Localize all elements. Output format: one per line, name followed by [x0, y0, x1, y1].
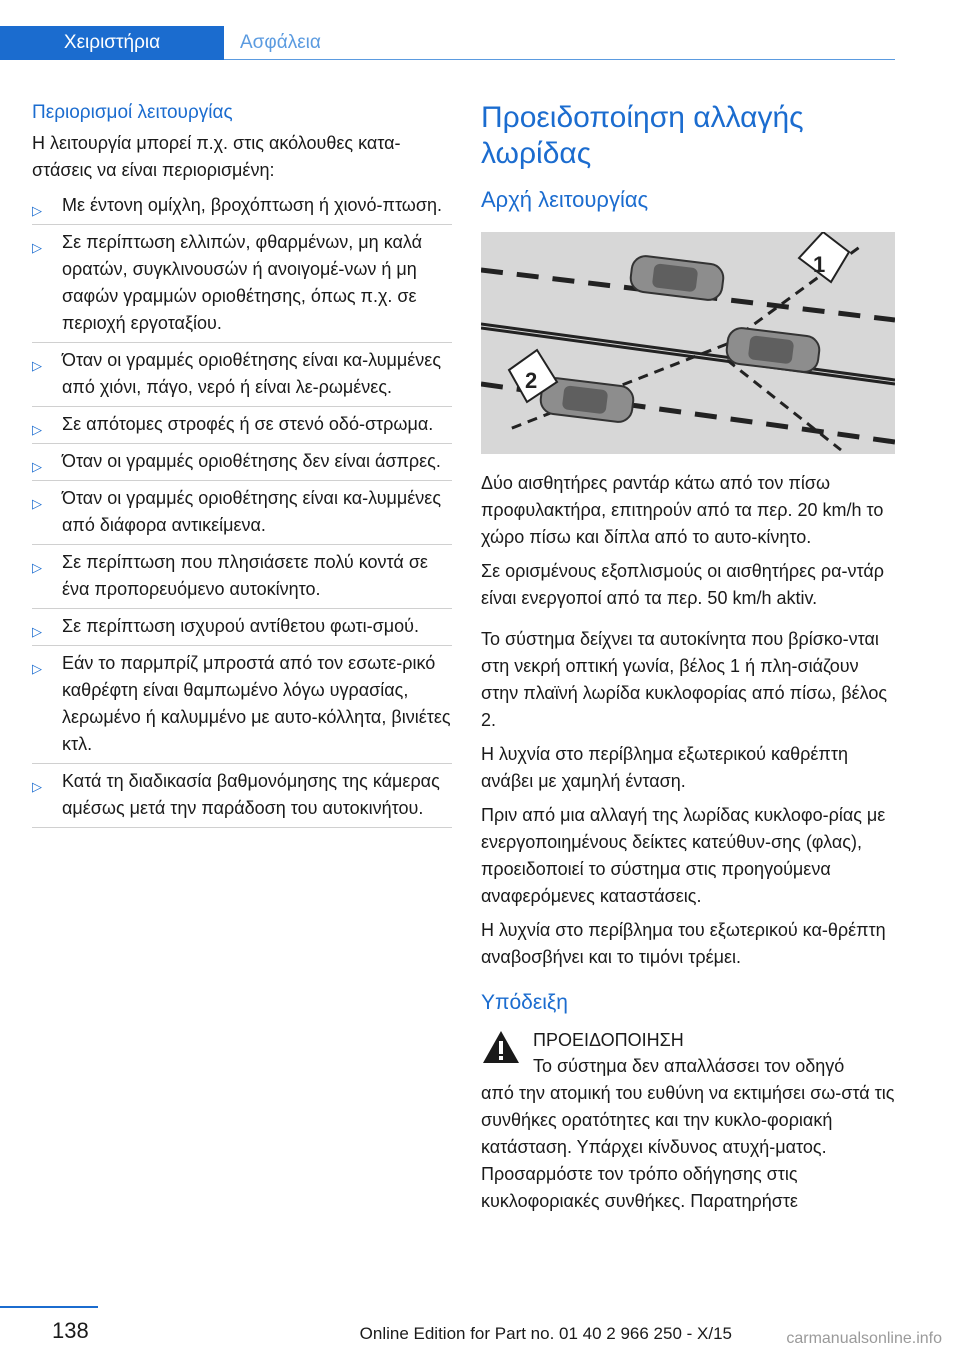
note-heading: Υπόδειξη [481, 991, 568, 1014]
svg-text:2: 2 [525, 368, 538, 393]
paragraph: Δύο αισθητήρες ραντάρ κάτω από τον πίσω προφυλακτήρα, επιτηρούν από τα περ. 20 km/h το χώρο πίσω και δίπλα από το αυτο-κίνητο. [481, 473, 884, 547]
section-subtitle: Αρχή λειτουργίας [481, 187, 649, 212]
triangle-right-icon: ▷ [32, 624, 42, 639]
limits-list [32, 192, 452, 832]
tab-bar [0, 0, 895, 60]
limits-heading: Περιορισμοί λειτουργίας [32, 102, 233, 123]
tab-controls[interactable]: Χειριστήρια [0, 26, 224, 60]
warning-box [481, 1027, 899, 1215]
triangle-right-icon: ▷ [32, 779, 42, 794]
list-item: ▷ Κατά τη διαδικασία βαθμονόμησης της κάμερας αμέσως μετά την παράδοση του αυτοκινήτου. [32, 768, 452, 832]
triangle-right-icon: ▷ [32, 459, 42, 474]
warning-title: ΠΡΟΕΙΔΟΠΟΙΗΣΗ [533, 1030, 684, 1050]
triangle-right-icon: ▷ [32, 560, 42, 575]
paragraph: Σε ορισμένους εξοπλισμούς οι αισθητήρες ρα-ντάρ είναι ενεργοποί από τα περ. 50 km/h aktiv. [481, 561, 884, 608]
svg-text:1: 1 [813, 252, 826, 277]
limits-intro: Η λειτουργία μπορεί π.χ. στις ακόλουθες κατα-στάσεις να είναι περιορισμένη: [32, 133, 401, 180]
triangle-right-icon: ▷ [32, 496, 42, 511]
paragraph: Η λυχνία στο περίβλημα εξωτερικού καθρέπτη ανάβει με χαμηλή ένταση. [481, 744, 848, 791]
watermark: carmanualsonline.info [786, 1330, 942, 1347]
triangle-right-icon: ▷ [32, 661, 42, 676]
page-number-rule [0, 1306, 98, 1308]
list-item: ▷ Σε απότομες στροφές ή σε στενό οδό-στρωμα. [32, 411, 452, 448]
list-item: ▷ Όταν οι γραμμές οριοθέτησης δεν είναι άσπρες. [32, 448, 452, 485]
lane-change-illustration [481, 232, 895, 454]
tab-safety[interactable]: Ασφάλεια [240, 32, 321, 53]
triangle-right-icon: ▷ [32, 203, 42, 218]
footer-edition: Online Edition for Part no. 01 40 2 966 250 - X/15 [359, 1324, 732, 1343]
warning-text: από την ατομική του ευθύνη να εκτιμήσει σω-στά τις συνθήκες ορατότητες και την κυκλο-φοριακή κατάσταση. Υπάρχει κίνδυνος ατυχή-ματος. Προσαρμόστε τον τρόπο οδήγησης στις κυκλοφοριακές συνθήκες. Παρατηρήστε [481, 1083, 895, 1211]
list-item: ▷ Όταν οι γραμμές οριοθέτησης είναι κα-λυμμένες από διάφορα αντικείμενα. [32, 485, 452, 549]
right-column [481, 100, 899, 1215]
page-number: 138 [52, 1318, 89, 1343]
list-item: ▷ Όταν οι γραμμές οριοθέτησης είναι κα-λυμμένες από χιόνι, πάγο, νερό ή είναι λε-ρωμένες. [32, 347, 452, 411]
triangle-right-icon: ▷ [32, 422, 42, 437]
list-item: ▷ Με έντονη ομίχλη, βροχόπτωση ή χιονό-πτωση. [32, 192, 452, 229]
road-diagram [481, 232, 895, 454]
paragraph: Η λυχνία στο περίβλημα του εξωτερικού κα-θρέπτη αναβοσβήνει και το τιμόνι τρέμει. [481, 920, 886, 967]
list-item: ▷ Σε περίπτωση ισχυρού αντίθετου φωτι-σμού. [32, 613, 452, 650]
list-item: ▷ Σε περίπτωση ελλιπών, φθαρμένων, μη καλά ορατών, συγκλινουσών ή ανοιγομέ-νων ή μη σαφών γραμμών οριοθέτησης, όπως π.χ. σε περιοχή εργοταξίου. [32, 229, 452, 347]
triangle-right-icon: ▷ [32, 358, 42, 373]
list-item: ▷ Σε περίπτωση που πλησιάσετε πολύ κοντά σε ένα προπορευόμενο αυτοκίνητο. [32, 549, 452, 613]
paragraph: Το σύστημα δείχνει τα αυτοκίνητα που βρίσκο-νται στη νεκρή οπτική γωνία, βέλος 1 ή πλη-σιάζουν στην πλαϊνή λωρίδα κυκλοφορίας από πίσω, βέλος 2. [481, 629, 888, 730]
list-item: ▷ Εάν το παρμπρίζ μπροστά από τον εσωτε-ρικό καθρέφτη είναι θαμπωμένο λόγω υγρασίας, λερωμένο ή καλυμμένο με αυτο-κόλλητα, βινιέτες κτλ. [32, 650, 452, 768]
tab-divider [224, 59, 895, 60]
paragraph: Πριν από μια αλλαγή της λωρίδας κυκλοφο-ρίας με ενεργοποιημένους δείκτες κατεύθυν-σης (φλας), προειδοποιεί το σύστημα στις προηγούμενα αναφερόμενες καταστάσεις. [481, 805, 886, 906]
triangle-right-icon: ▷ [32, 240, 42, 255]
warning-text-first: Το σύστημα δεν απαλλάσσει τον οδηγό [533, 1056, 845, 1076]
warning-triangle-icon [481, 1029, 521, 1065]
section-title: Προειδοποίηση αλλαγής λωρίδας [481, 101, 804, 170]
left-column [32, 100, 452, 832]
